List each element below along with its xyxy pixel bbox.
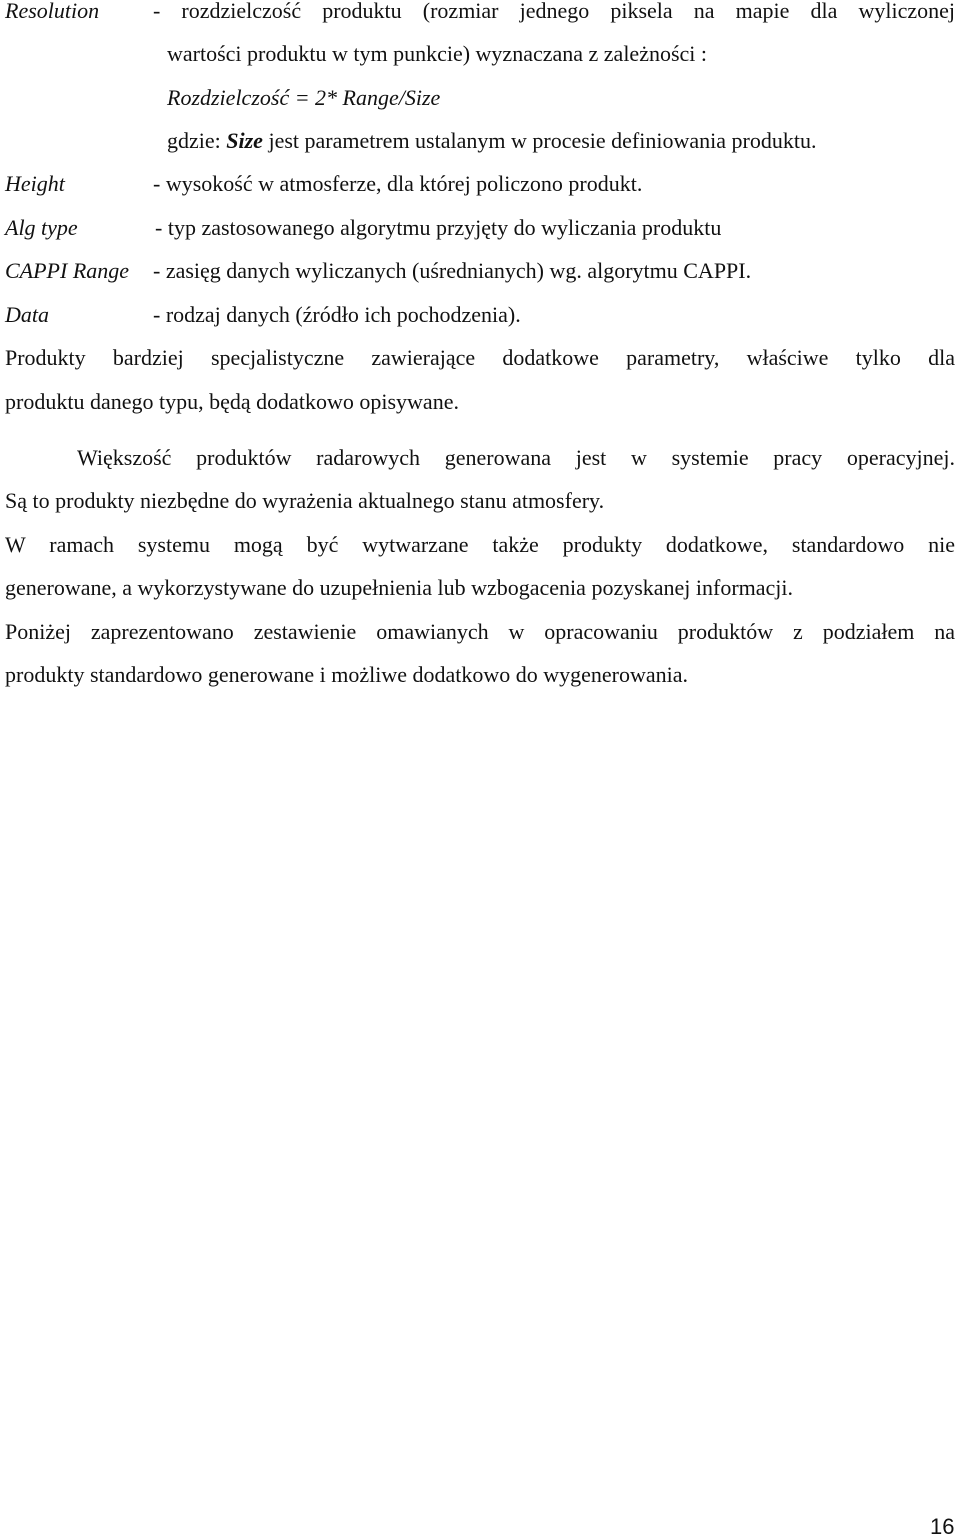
paragraph-2-line-1: Większość produktów radarowych generowana jest w systemie pracy operacyjnej. xyxy=(77,445,955,470)
paragraph-1-line-1: Produkty bardziej specjalistyczne zawierające dodatkowe parametry, właściwe tylko dla xyxy=(5,345,955,370)
paragraph-1-line-2: produktu danego typu, będą dodatkowo opisywane. xyxy=(5,389,459,414)
resolution-desc-line1: - rozdzielczość produktu (rozmiar jednego piksela na mapie dla wyliczonej xyxy=(153,0,955,23)
definition-alg-type xyxy=(5,215,955,241)
definition-height xyxy=(5,171,955,197)
height-desc: - wysokość w atmosferze, dla której policzono produkt. xyxy=(153,171,643,196)
paragraph-3-line-1: W ramach systemu mogą być wytwarzane także produkty dodatkowe, standardowo nie xyxy=(5,532,955,557)
cappi-range-desc: - zasięg danych wyliczanych (uśrednianych) wg. algorytmu CAPPI. xyxy=(153,258,752,283)
definition-cappi-range xyxy=(5,258,955,284)
data-desc: - rodzaj danych (źródło ich pochodzenia). xyxy=(153,302,521,327)
term-data: Data xyxy=(5,302,49,327)
resolution-formula: Rozdzielczość = 2* Range/Size xyxy=(167,85,441,110)
term-alg-type: Alg type xyxy=(5,215,78,240)
definition-resolution xyxy=(5,0,955,24)
resolution-size-term: Size xyxy=(226,128,263,153)
page-number: 16 xyxy=(930,1514,955,1539)
paragraph-3-line-2: generowane, a wykorzystywane do uzupełnienia lub wzbogacenia pozyskanej informacji. xyxy=(5,575,794,600)
paragraph-4-line-2: produkty standardowo generowane i możliwe dodatkowo do wygenerowania. xyxy=(5,662,689,687)
resolution-line4-rest: jest parametrem ustalanym w procesie definiowania produktu. xyxy=(262,128,817,153)
term-height: Height xyxy=(5,171,65,196)
term-resolution: Resolution xyxy=(5,0,100,23)
paragraph-4-line-1: Poniżej zaprezentowano zestawienie omawianych w opracowaniu produktów z podziałem na xyxy=(5,619,955,644)
resolution-desc-line2: wartości produktu w tym punkcie) wyznaczana z zależności : xyxy=(167,41,708,66)
paragraph-2-line-2: Są to produkty niezbędne do wyrażenia aktualnego stanu atmosfery. xyxy=(5,488,605,513)
alg-type-desc: - typ zastosowanego algorytmu przyjęty do wyliczania produktu xyxy=(155,215,722,240)
resolution-desc-line4 xyxy=(167,128,816,154)
term-cappi-range: CAPPI Range xyxy=(5,258,130,283)
definition-data xyxy=(5,302,955,328)
resolution-gdzie: gdzie: xyxy=(167,128,227,153)
